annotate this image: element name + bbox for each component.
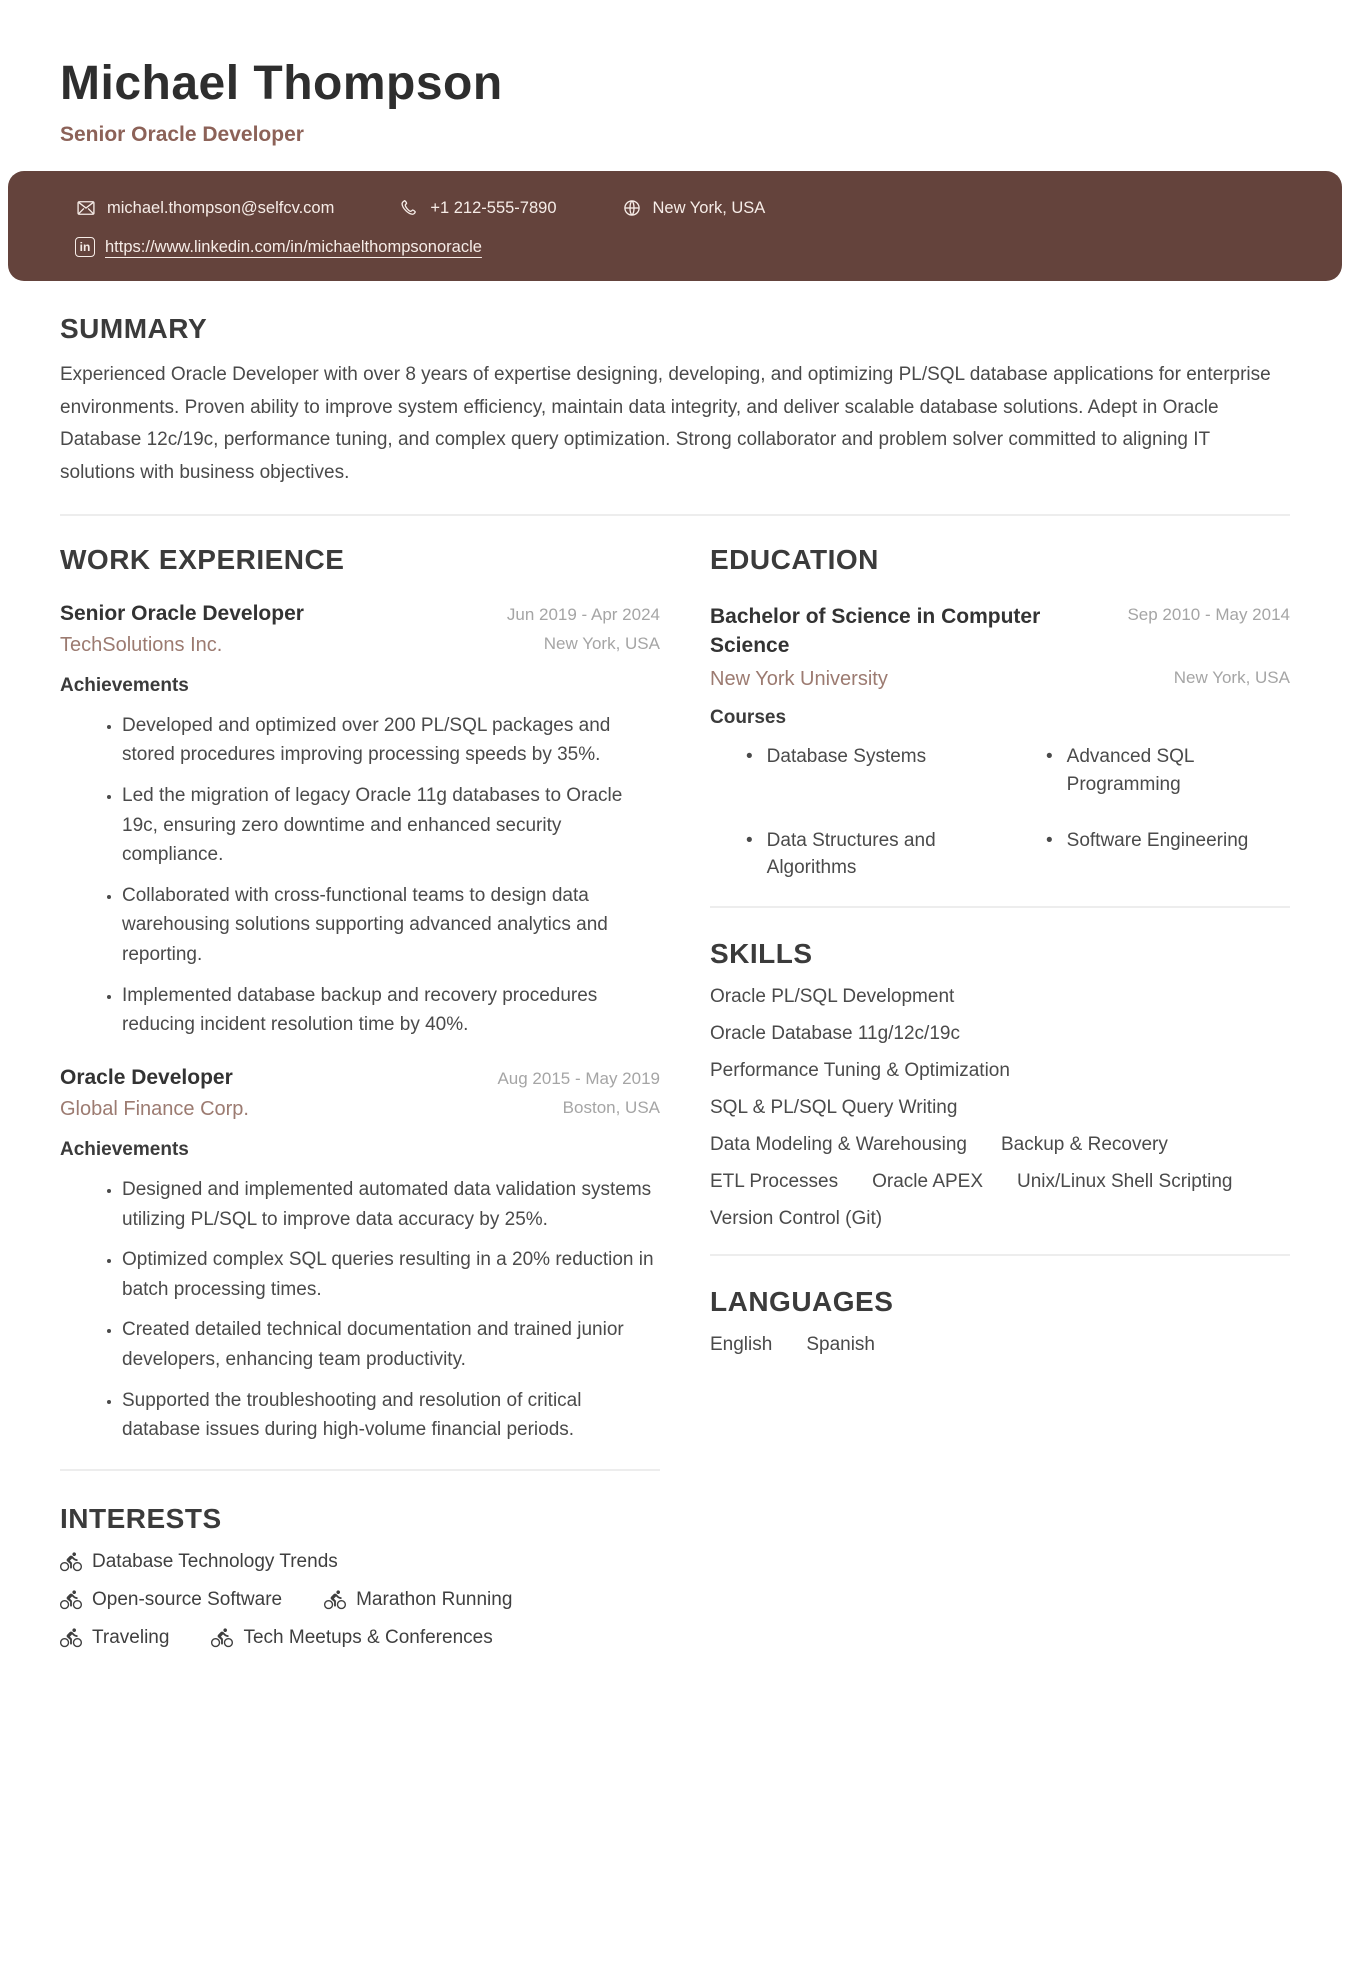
achievement-item: • Created detailed technical documentation and trained junior developers, enhancing team productivity. [122,1315,660,1374]
course-item [710,827,990,882]
bullet-dot: • [1046,746,1053,768]
skills-list [710,986,1290,1230]
skills-heading: SKILLS [710,937,813,969]
courses-label: Courses [710,707,787,729]
degree-title: Bachelor of Science in Computer Science [710,604,1041,658]
course-item [1010,827,1290,882]
interest-label: Database Technology Trends [92,1550,338,1572]
globe-icon [621,197,643,219]
interest-label: Open-source Software [92,1588,283,1610]
skill-item: SQL & PL/SQL Query Writing [710,1096,958,1118]
contact-linkedin [75,237,482,257]
achievement-item: • Supported the troubleshooting and resolution of critical database issues during high-volume financial periods. [122,1386,660,1445]
job-location: New York, USA [543,633,660,653]
job-title: Oracle Developer [60,1065,233,1089]
skill-item: Oracle PL/SQL Development [710,985,955,1007]
interest-item [60,1589,282,1611]
job-entry-senior-oracle-developer [60,602,660,1040]
interest-label: Tech Meetups & Conferences [243,1626,493,1648]
language-item: Spanish [806,1333,875,1355]
education-divider [710,906,1290,908]
bicycle-icon [60,1589,82,1611]
skill-item: Unix/Linux Shell Scripting [1017,1170,1233,1192]
skill-item: Data Modeling & Warehousing [710,1133,967,1155]
achievements-label: Achievements [60,1138,189,1160]
achievement-item: • Led the migration of legacy Oracle 11g databases to Oracle 19c, ensuring zero downtime and enhanced security compliance. [122,781,660,870]
interest-label: Traveling [92,1626,170,1648]
bicycle-icon [60,1627,82,1649]
interest-item [211,1627,492,1649]
work-divider [60,1469,660,1471]
person-job-title: Senior Oracle Developer [60,123,304,146]
bullet-dot: • [1046,829,1053,851]
contact-row-secondary [75,237,1302,257]
achievements-list [60,1175,660,1445]
contact-phone [398,197,556,219]
job-company: TechSolutions Inc. [60,633,223,656]
job-dates: Jun 2019 - Apr 2024 [506,604,660,624]
right-column [710,544,1290,1649]
skill-item: Oracle APEX [872,1170,984,1192]
contact-bar [8,171,1342,281]
bicycle-icon [211,1627,233,1649]
education-location: New York, USA [1173,668,1290,688]
interests-heading: INTERESTS [60,1502,222,1534]
contact-row-primary [75,197,1302,219]
contact-email-text: michael.thompson@selfcv.com [107,198,335,217]
achievement-item: • Optimized complex SQL queries resulting in a 20% reduction in batch processing times. [122,1245,660,1304]
skill-item: Performance Tuning & Optimization [710,1059,1010,1081]
skill-item: ETL Processes [710,1170,839,1192]
summary-text: Experienced Oracle Developer with over 8 years of expertise designing, developing, and optimizing PL/SQL database applications for enterprise environments. Proven ability to improve system efficiency, maintain data integrity, and deliver scalable database solutions. Adept in Oracle Database 12c/19c, performance tuning, and complex query optimization. Strong collaborator and problem solver committed to aligning IT solutions with business objectives. [60,364,1271,484]
skill-item: Oracle Database 11g/12c/19c [710,1022,960,1044]
achievements-label: Achievements [60,674,189,696]
summary-section [60,313,1290,490]
school-name: New York University [710,668,888,691]
bullet-dot: • [746,829,753,851]
summary-heading: SUMMARY [60,313,208,344]
job-entry-oracle-developer [60,1066,660,1445]
job-dates: Aug 2015 - May 2019 [497,1068,660,1088]
languages-heading: LANGUAGES [710,1285,894,1317]
envelope-icon [75,197,97,219]
job-location: Boston, USA [562,1097,660,1117]
work-experience-heading: WORK EXPERIENCE [60,543,345,575]
contact-location-text: New York, USA [652,198,766,217]
course-label: Database Systems [766,746,927,768]
education-heading: EDUCATION [710,543,879,575]
skills-section [710,938,1290,1230]
contact-location [621,197,766,219]
skill-item: Backup & Recovery [1001,1133,1168,1155]
achievement-item: • Implemented database backup and recovery procedures reducing incident resolution time by 40%. [122,981,660,1040]
course-label: Data Structures and Algorithms [766,829,936,879]
course-label: Advanced SQL Programming [1066,746,1194,796]
languages-list [710,1334,1290,1356]
course-label: Software Engineering [1066,829,1249,851]
interest-item [60,1551,338,1573]
interest-item [324,1589,512,1611]
linkedin-icon: in [75,237,95,257]
interest-label: Marathon Running [356,1588,513,1610]
course-item [710,743,990,798]
phone-icon [398,197,420,219]
achievement-item: • Collaborated with cross-functional teams to design data warehousing solutions supporting advanced analytics and reporting. [122,881,660,970]
bullet-dot: • [746,746,753,768]
contact-email [75,197,334,219]
language-item: English [710,1333,773,1355]
summary-divider [60,514,1290,516]
education-entry [710,602,1290,882]
course-item [1010,743,1290,798]
courses-list [710,743,1290,881]
interests-section [60,1503,660,1649]
bicycle-icon [324,1589,346,1611]
job-title: Senior Oracle Developer [60,601,304,625]
skill-item: Version Control (Git) [710,1207,883,1229]
interest-item [60,1627,169,1649]
left-column [60,544,660,1649]
bicycle-icon [60,1551,82,1573]
achievements-list [60,711,660,1040]
skills-divider [710,1254,1290,1256]
achievement-item: • Designed and implemented automated data validation systems utilizing PL/SQL to improve data accuracy by 25%. [122,1175,660,1234]
education-dates: Sep 2010 - May 2014 [1127,604,1290,624]
languages-section [710,1286,1290,1356]
linkedin-link[interactable]: https://www.linkedin.com/in/michaelthompsonoracle [105,237,482,256]
person-name: Michael Thompson [60,57,503,110]
contact-phone-text: +1 212-555-7890 [430,198,557,217]
job-company: Global Finance Corp. [60,1097,249,1120]
achievement-item: • Developed and optimized over 200 PL/SQL packages and stored procedures improving processing speeds by 35%. [122,711,660,770]
